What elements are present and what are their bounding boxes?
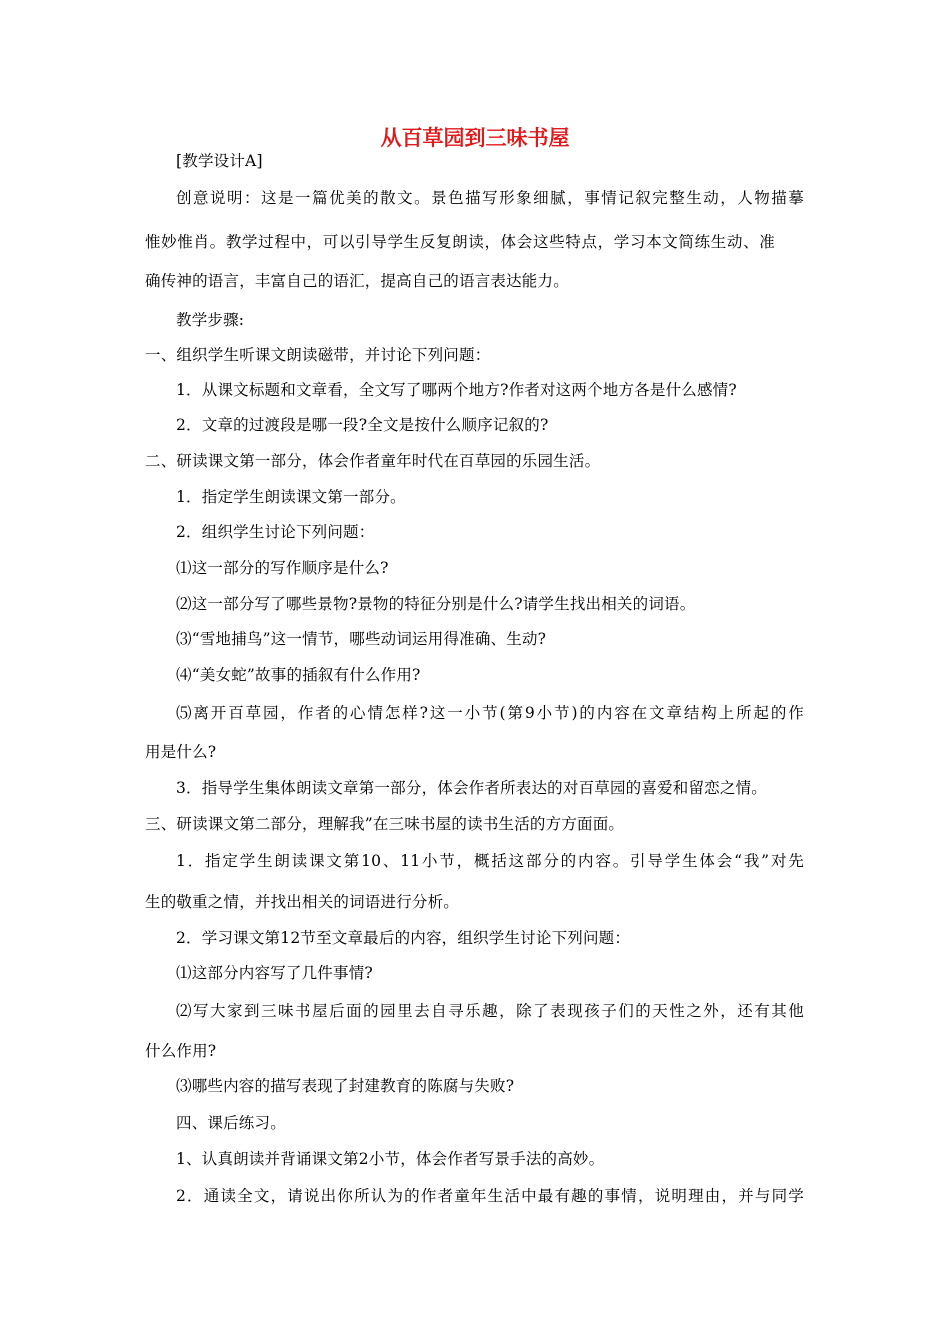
paragraph-line: 创意说明：这是一篇优美的散文。景色描写形象细腻，事情记叙完整生动，人物描摹 (176, 189, 804, 207)
section-heading: 一、组织学生听课文朗读磁带，并讨论下列问题： (145, 346, 491, 364)
paragraph-line: 什么作用? (145, 1042, 217, 1060)
paragraph-line: ⑶“雪地捕鸟”这一情节，哪些动词运用得准确、生动? (176, 630, 547, 648)
paragraph-line: 1．从课文标题和文章看，全文写了哪两个地方?作者对这两个地方各是什么感情? (176, 381, 737, 399)
paragraph-line: 1．指定学生朗读课文第10、11小节，概括这部分的内容。引导学生体会“我”对先 (176, 852, 804, 870)
section-heading: 四、课后练习。 (176, 1114, 286, 1132)
section-heading: 三、研读课文第二部分，理解我”在三味书屋的读书生活的方方面面。 (145, 815, 625, 833)
paragraph-line: ⑵这一部分写了哪些景物?景物的特征分别是什么?请学生找出相关的词语。 (176, 595, 696, 613)
paragraph-line: ⑴这一部分的写作顺序是什么? (176, 559, 389, 577)
paragraph-line: ⑶哪些内容的描写表现了封建教育的陈腐与失败? (176, 1077, 515, 1095)
paragraph-line: 教学步骤: (176, 311, 245, 329)
paragraph-line: 生的敬重之情，并找出相关的词语进行分析。 (145, 893, 460, 911)
paragraph-line: ⑸离开百草园，作者的心情怎样?这一小节(第9小节)的内容在文章结构上所起的作 (176, 704, 804, 722)
section-heading: 二、研读课文第一部分，体会作者童年时代在百草园的乐园生活。 (145, 452, 601, 470)
paragraph-line: 确传神的语言，丰富自己的语汇，提高自己的语言表达能力。 (145, 272, 569, 290)
paragraph-line: 2．通读全文，请说出你所认为的作者童年生活中最有趣的事情，说明理由，并与同学 (176, 1187, 804, 1205)
paragraph-line: 3．指导学生集体朗读文章第一部分，体会作者所表达的对百草园的喜爱和留恋之情。 (176, 779, 767, 797)
paragraph-line: 用是什么? (145, 743, 217, 761)
paragraph-line: 惟妙惟肖。教学过程中，可以引导学生反复朗读，体会这些特点，学习本文简练生动、准 (145, 233, 775, 251)
section-label: [教学设计A] (176, 152, 263, 170)
paragraph-line: ⑴这部分内容写了几件事情? (176, 964, 373, 982)
paragraph-line: 1、认真朗读并背诵课文第2小节，体会作者写景手法的高妙。 (176, 1150, 605, 1168)
paragraph-line: 2．文章的过渡段是哪一段?全文是按什么顺序记叙的? (176, 416, 549, 434)
paragraph-line: 2．学习课文第12节至文章最后的内容，组织学生讨论下列问题： (176, 929, 631, 947)
paragraph-line: 1．指定学生朗读课文第一部分。 (176, 488, 406, 506)
paragraph-line: 2．组织学生讨论下列问题： (176, 523, 375, 541)
paragraph-line: ⑷“美女蛇”故事的插叙有什么作用? (176, 666, 421, 684)
paragraph-line: ⑵写大家到三味书屋后面的园里去自寻乐趣，除了表现孩子们的天性之外，还有其他 (176, 1002, 804, 1020)
document-title: 从百草园到三味书屋 (380, 126, 570, 150)
